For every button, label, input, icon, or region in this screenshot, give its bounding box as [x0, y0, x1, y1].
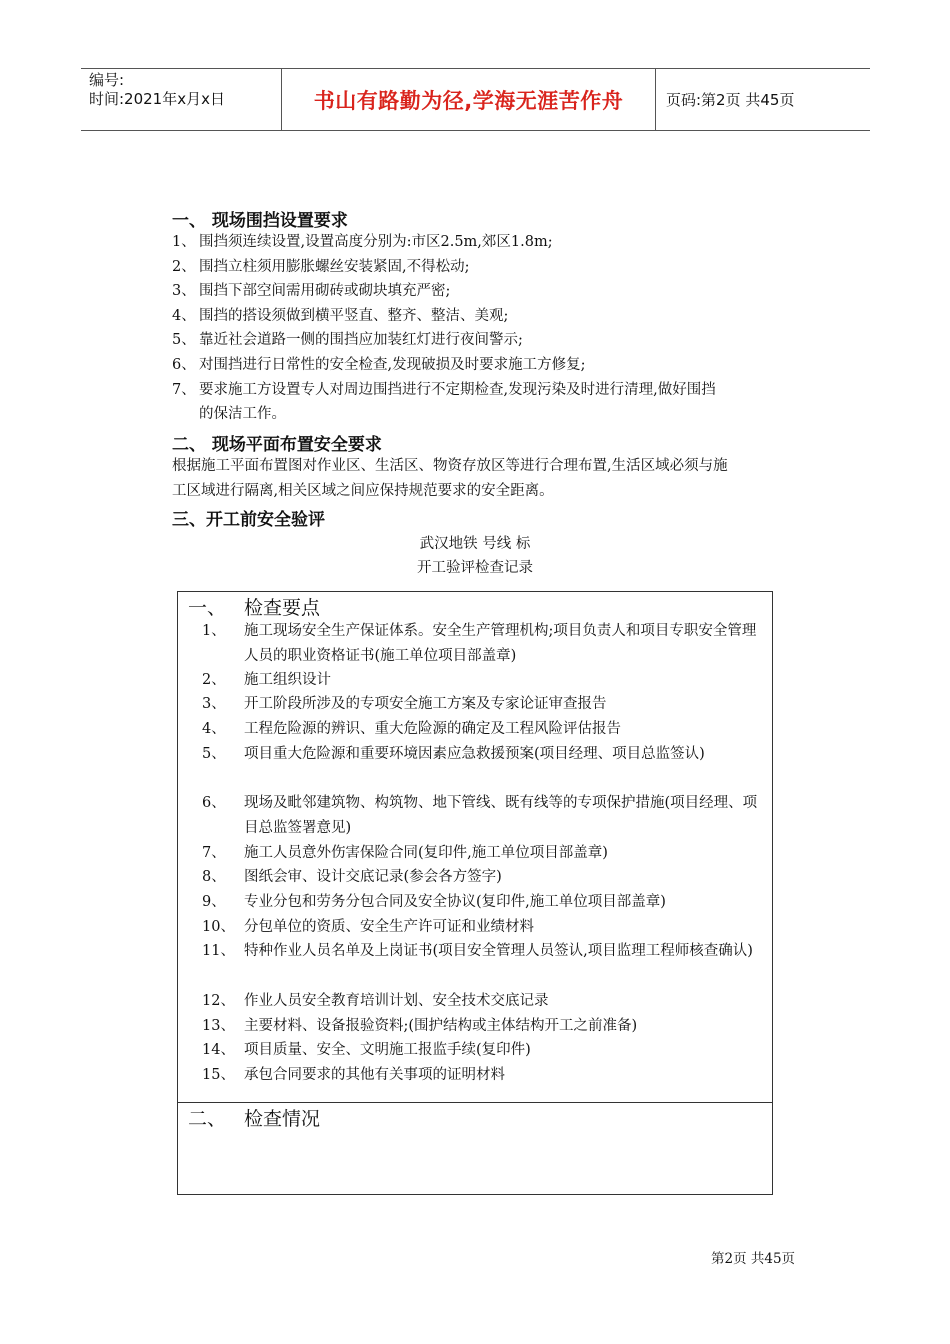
- item-text: 施工现场安全生产保证体系。安全生产管理机构;项目负责人和项目专职安全管理人员的职业资格证书(施工单位项目部盖章): [244, 623, 757, 664]
- item-text: 施工人员意外伤害保险合同(复印件,施工单位项目部盖章): [244, 845, 608, 861]
- item-number: 10、: [202, 919, 235, 935]
- number-label: 编号:: [89, 71, 125, 89]
- item-text: 项目重大危险源和重要环境因素应急救援预案(项目经理、项目总监签认): [244, 746, 705, 762]
- list-text: 围挡须连续设置,设置高度分别为:市区2.5m,郊区1.8m;: [199, 234, 553, 250]
- checklist-part-heading: [188, 593, 320, 620]
- record-title: 武汉地铁 号线 标: [419, 536, 531, 552]
- list-item: [172, 304, 508, 329]
- item-text: 主要材料、设备报验资料;(围护结构或主体结构开工之前准备): [244, 1018, 638, 1034]
- item-text: 专业分包和劳务分包合同及安全协议(复印件,施工单位项目部盖章): [244, 894, 666, 910]
- item-number: 4、: [202, 721, 226, 737]
- paragraph-line: 工区域进行隔离,相关区域之间应保持规范要求的安全距离。: [172, 483, 554, 499]
- list-text: 要求施工方设置专人对周边围挡进行不定期检查,发现污染及时进行清理,做好围挡: [199, 382, 716, 398]
- list-text: 对围挡进行日常性的安全检查,发现破损及时要求施工方修复;: [199, 357, 586, 373]
- time-label: 时间:2021年x月x日: [89, 90, 225, 108]
- item-text: 项目质量、安全、文明施工报监手续(复印件): [244, 1042, 531, 1058]
- item-number: 6、: [202, 795, 226, 811]
- checklist-item: [202, 692, 768, 717]
- item-text: 作业人员安全教育培训计划、安全技术交底记录: [244, 993, 549, 1009]
- list-item: [172, 279, 450, 304]
- checklist-item: [202, 619, 768, 668]
- list-text: 围挡下部空间需用砌砖或砌块填充严密;: [199, 283, 451, 299]
- page-header: [81, 68, 870, 131]
- list-number: 4、: [172, 308, 196, 324]
- item-number: 11、: [202, 943, 235, 959]
- item-number: 7、: [202, 845, 226, 861]
- item-text: 开工阶段所涉及的专项安全施工方案及专家论证审查报告: [244, 696, 607, 712]
- item-number: 9、: [202, 894, 226, 910]
- item-text: 承包合同要求的其他有关事项的证明材料: [244, 1067, 505, 1083]
- item-text: 分包单位的资质、安全生产许可证和业绩材料: [244, 919, 534, 935]
- header-page-info: 页码:第2页 共45页: [666, 91, 795, 109]
- item-number: 5、: [202, 746, 226, 762]
- list-number: 2、: [172, 259, 196, 275]
- list-number: 5、: [172, 332, 196, 348]
- list-text: 围挡的搭设须做到横平竖直、整齐、整洁、美观;: [199, 308, 509, 324]
- list-item: [172, 353, 586, 378]
- section-heading: 三、开工前安全验评: [172, 510, 325, 530]
- checklist-item: [202, 989, 768, 1014]
- checklist-item: [202, 717, 768, 742]
- item-text: 特种作业人员名单及上岗证书(项目安全管理人员签认,项目监理工程师核查确认): [244, 943, 753, 959]
- checklist-item: [202, 1038, 768, 1063]
- item-number: 15、: [202, 1067, 235, 1083]
- list-item: [172, 255, 470, 280]
- item-number: 13、: [202, 1018, 235, 1034]
- item-number: 2、: [202, 672, 226, 688]
- checklist-item: [202, 668, 768, 693]
- list-text: 靠近社会道路一侧的围挡应加装红灯进行夜间警示;: [199, 332, 523, 348]
- part-title: 检查要点: [244, 597, 321, 619]
- checklist-item: [202, 791, 768, 840]
- checklist-item: [202, 865, 768, 890]
- checklist-item: [202, 939, 768, 964]
- checklist-item: [202, 841, 768, 866]
- header-meta: [89, 71, 225, 109]
- item-text: 现场及毗邻建筑物、构筑物、地下管线、既有线等的专项保护措施(项目经理、项目总监签署意见): [244, 795, 758, 836]
- list-number: 3、: [172, 283, 196, 299]
- part-number: 二、: [188, 1108, 227, 1130]
- item-number: 8、: [202, 869, 226, 885]
- section-heading: 一、 现场围挡设置要求: [172, 211, 348, 231]
- section-heading: 二、 现场平面布置安全要求: [172, 435, 382, 455]
- list-item: [172, 328, 523, 353]
- paragraph-line: 根据施工平面布置图对作业区、生活区、物资存放区等进行合理布置,生活区域必须与施: [172, 458, 728, 474]
- item-text: 图纸会审、设计交底记录(参会各方签字): [244, 869, 502, 885]
- checklist-item: [202, 1014, 768, 1039]
- item-text: 施工组织设计: [244, 672, 331, 688]
- list-text: 围挡立柱须用膨胀螺丝安装紧固,不得松动;: [199, 259, 470, 275]
- page-footer: 第2页 共45页: [711, 1251, 796, 1267]
- list-number: 6、: [172, 357, 196, 373]
- item-number: 12、: [202, 993, 235, 1009]
- part-title: 检查情况: [244, 1108, 321, 1130]
- item-text: 工程危险源的辨识、重大危险源的确定及工程风险评估报告: [244, 721, 621, 737]
- record-subtitle: 开工验评检查记录: [417, 560, 533, 576]
- checklist-item: [202, 1063, 768, 1088]
- list-number: 7、: [172, 382, 196, 398]
- item-number: 1、: [202, 623, 226, 639]
- item-number: 3、: [202, 696, 226, 712]
- checklist-item: [202, 915, 768, 940]
- list-item: [172, 378, 716, 403]
- header-motto: 书山有路勤为径,学海无涯苦作舟: [313, 88, 624, 113]
- list-item: [172, 230, 553, 255]
- part-number: 一、: [188, 597, 227, 619]
- checklist-item: [202, 742, 768, 767]
- checklist-box: [177, 591, 773, 1195]
- checklist-part-heading: [188, 1104, 320, 1131]
- header-divider: [655, 69, 656, 130]
- checklist-item: [202, 890, 768, 915]
- checklist-divider: [178, 1102, 772, 1103]
- list-number: 1、: [172, 234, 196, 250]
- item-number: 14、: [202, 1042, 235, 1058]
- list-item-continuation: 的保洁工作。: [199, 406, 286, 422]
